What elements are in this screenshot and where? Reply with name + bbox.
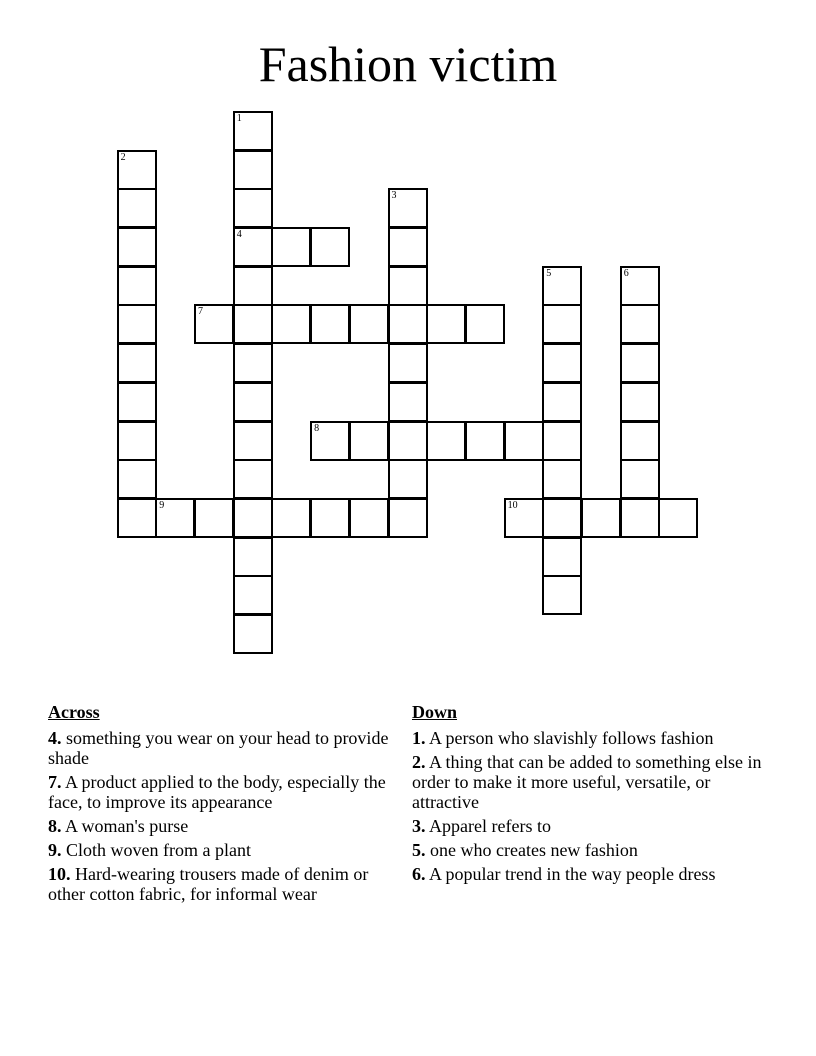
grid-cell[interactable] [542, 343, 582, 383]
clue-number: 6. [412, 864, 426, 884]
clue-number-label: 9 [159, 499, 165, 511]
clue-number-label: 6 [623, 267, 629, 279]
grid-cell[interactable] [233, 188, 273, 228]
clue-number-label: 7 [198, 306, 203, 318]
grid-cell[interactable] [388, 421, 428, 461]
grid-cell[interactable] [117, 421, 157, 461]
grid-cell[interactable] [233, 382, 273, 422]
puzzle-title: Fashion victim [258, 36, 558, 92]
clue-number-label: 3 [391, 190, 397, 202]
grid-cell[interactable] [310, 498, 350, 538]
grid-cell[interactable] [426, 421, 466, 461]
grid-cell[interactable] [349, 498, 389, 538]
grid-cell[interactable] [349, 304, 389, 344]
grid-cell[interactable] [542, 459, 582, 499]
grid-cell[interactable] [426, 304, 466, 344]
clue-number: 4. [48, 728, 62, 748]
clue-text: Hard-wearing trousers made of denim or other cotton fabric, for informal wear [48, 864, 369, 904]
grid-cell[interactable] [233, 498, 273, 538]
grid-cell[interactable] [388, 459, 428, 499]
grid-cell[interactable] [658, 498, 698, 538]
clue-number-label: 1 [236, 112, 242, 124]
across-clue [48, 840, 403, 860]
grid-cell[interactable] [194, 304, 234, 344]
grid-cell[interactable] [117, 304, 157, 344]
grid-cell[interactable] [117, 188, 157, 228]
clue-number-label: 5 [546, 267, 552, 279]
across-clue [48, 772, 403, 812]
across-clue [48, 864, 403, 904]
grid-cell[interactable] [542, 304, 582, 344]
grid-cell[interactable] [542, 421, 582, 461]
grid-cell[interactable] [542, 382, 582, 422]
down-clue [412, 864, 767, 884]
grid-cell[interactable] [542, 575, 582, 615]
grid-cell[interactable] [581, 498, 621, 538]
grid-cell[interactable] [271, 227, 311, 267]
clue-text: something you wear on your head to provide shade [48, 728, 389, 768]
grid-cell[interactable] [620, 382, 660, 422]
grid-cell[interactable] [349, 421, 389, 461]
clue-text: A thing that can be added to something else in order to make it more useful, versatile, or attractive [412, 752, 762, 812]
clue-text: A woman's purse [65, 816, 189, 836]
across-clue [48, 816, 403, 836]
clue-text: A person who slavishly follows fashion [429, 728, 714, 748]
grid-cell[interactable] [233, 537, 273, 577]
clue-number-label: 2 [120, 151, 126, 163]
clue-text: one who creates new fashion [430, 840, 638, 860]
clue-number: 3. [412, 816, 426, 836]
grid-cell[interactable] [620, 421, 660, 461]
grid-cell[interactable] [117, 459, 157, 499]
grid-cell[interactable] [117, 343, 157, 383]
clue-number: 8. [48, 816, 62, 836]
grid-cell[interactable] [194, 498, 234, 538]
grid-cell[interactable] [310, 304, 350, 344]
grid-cell[interactable] [620, 304, 660, 344]
grid-cell[interactable] [310, 227, 350, 267]
grid-cell[interactable] [233, 304, 273, 344]
grid-cell[interactable] [542, 537, 582, 577]
clue-number: 7. [48, 772, 62, 792]
down-clue [412, 840, 767, 860]
grid-cell[interactable] [233, 266, 273, 306]
grid-cell[interactable] [465, 304, 505, 344]
grid-cell[interactable] [233, 343, 273, 383]
grid-cell[interactable] [233, 421, 273, 461]
grid-cell[interactable] [388, 304, 428, 344]
down-clue [412, 816, 767, 836]
clue-text: A popular trend in the way people dress [429, 864, 716, 884]
grid-cell[interactable] [117, 227, 157, 267]
grid-cell[interactable] [117, 266, 157, 306]
clue-number: 1. [412, 728, 426, 748]
clue-text: Cloth woven from a plant [66, 840, 251, 860]
grid-cell[interactable] [620, 343, 660, 383]
grid-cell[interactable] [233, 150, 273, 190]
down-clue [412, 752, 767, 812]
across-clue [48, 728, 403, 768]
clue-number: 10. [48, 864, 71, 884]
grid-cell[interactable] [233, 459, 273, 499]
grid-cell[interactable] [271, 304, 311, 344]
clue-number: 5. [412, 840, 426, 860]
grid-cell[interactable] [117, 150, 157, 190]
grid-cell[interactable] [388, 227, 428, 267]
grid-cell[interactable] [465, 421, 505, 461]
across-heading: Across [48, 702, 100, 722]
clue-number: 2. [412, 752, 426, 772]
down-heading: Down [412, 702, 458, 722]
grid-cell[interactable] [620, 498, 660, 538]
across-clues [48, 702, 403, 908]
grid-cell[interactable] [388, 498, 428, 538]
grid-cell[interactable] [388, 382, 428, 422]
clue-text: A product applied to the body, especially the face, to improve its appearance [48, 772, 386, 812]
grid-cell[interactable] [233, 575, 273, 615]
clue-number-label: 10 [507, 499, 518, 511]
grid-cell[interactable] [155, 498, 195, 538]
grid-cell[interactable] [117, 498, 157, 538]
grid-cell[interactable] [504, 498, 544, 538]
grid-cell[interactable] [388, 188, 428, 228]
clue-number-label: 4 [236, 229, 242, 240]
grid-cell[interactable] [620, 459, 660, 499]
down-clue [412, 728, 767, 748]
grid-cell[interactable] [388, 266, 428, 306]
grid-cell[interactable] [233, 227, 273, 267]
grid-cell[interactable] [310, 421, 350, 461]
clue-number: 9. [48, 840, 62, 860]
grid-cell[interactable] [542, 266, 582, 306]
grid-cell[interactable] [271, 498, 311, 538]
grid-cell[interactable] [388, 343, 428, 383]
down-clues [412, 702, 767, 888]
grid-cell[interactable] [620, 266, 660, 306]
grid-cell[interactable] [504, 421, 544, 461]
grid-cell[interactable] [117, 382, 157, 422]
clue-number-label: 8 [314, 422, 320, 434]
grid-cell[interactable] [233, 614, 273, 654]
clue-text: Apparel refers to [429, 816, 551, 836]
grid-cell[interactable] [233, 111, 273, 151]
grid-cell[interactable] [542, 498, 582, 538]
